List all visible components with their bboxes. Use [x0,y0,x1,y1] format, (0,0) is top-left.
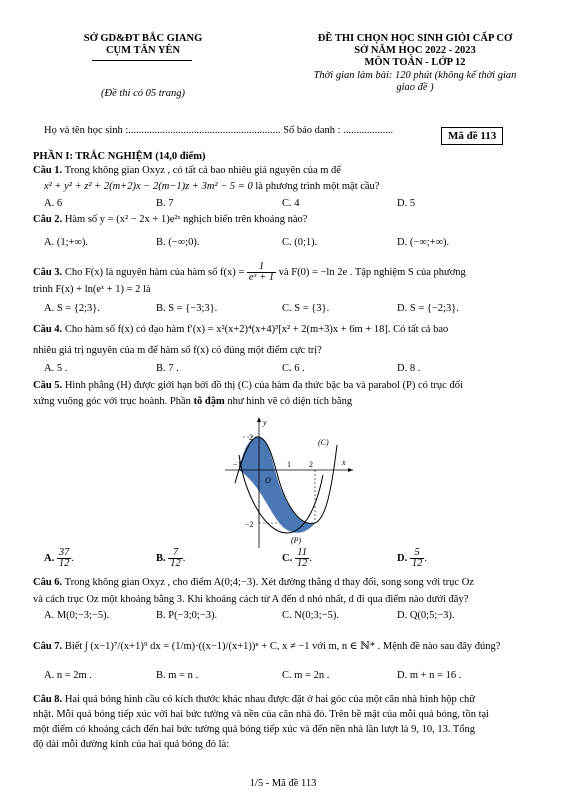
q7-option-a: A. n = 2m . [44,670,92,681]
part1-title: PHẦN I: TRẮC NGHIỆM (14,0 điểm) [33,151,206,162]
q5-b-label: B. [156,552,166,564]
area-figure [225,415,355,550]
question-3 [33,262,466,283]
q5-d-frac [410,548,425,569]
q5-text2c: như hình vẽ có diện tích bằng [227,396,353,407]
question-7 [33,640,500,652]
q3-option-a: A. S = {2;3}. [44,303,100,314]
q5-a-den: 12 [58,558,70,569]
q6-text2: và cách trục Oz một khoảng bằng 3. Khi khoảng cách từ A đến d nhỏ nhất, d đi qua điểm nào dưới đây? [33,594,469,605]
q4-text1: Cho hàm số f(x) có đạo hàm f′(x) = x²(x+2)⁴(x+4)³[x² + 2(m+3)x + 6m + 18]. Có tất cả bao [64,324,449,335]
q5-c-num: 11 [295,548,310,559]
q1-option-b: B. 7 [156,198,174,209]
q5-d-label: D. [397,552,408,564]
q4-text2: nhiêu giá trị nguyên của m để hàm số f(x) có đúng một điểm cực trị? [33,345,322,356]
fig-tick-ym2: −2 [245,520,254,529]
q1-tail: là phương trình một mặt cầu? [255,181,380,192]
q3-frac-num: 1 [247,262,276,273]
exam-title-1: ĐỀ THI CHỌN HỌC SINH GIỎI CẤP CƠ [317,33,513,44]
q8-text4: độ dài mỗi đường kính của hai quả bóng đó là: [33,739,230,750]
page-footer: 1/5 - Mã đề 113 [249,778,317,789]
q7-option-d: D. m + n = 16 . [397,670,462,681]
q5-d-den: 12 [411,558,423,569]
school-dept: SỞ GD&ĐT BẮC GIANG [83,33,203,44]
q7-text: Biết ∫ (x−1)⁷/(x+1)⁹ dx = (1/m)·((x−1)/(x+1))ⁿ + C, x ≠ −1 với m, n ∈ ℕ* . Mệnh đề nào sau đây đúng? [64,641,501,652]
q5-option-b: B. $\frac{7}{12}$ . [156,547,186,569]
q5-b-frac [168,548,183,569]
q7-label: Câu 7. [33,641,63,652]
header-underline [92,60,192,61]
q5-a-frac [57,548,72,569]
q3-option-c: C. S = {3}. [282,303,330,314]
question-1 [33,165,341,176]
q5-c-frac [295,548,310,569]
q5-a-num: 37 [58,547,70,558]
q4-option-b: B. 7 . [156,363,179,374]
q5-d-num: 5 [410,548,425,559]
fig-label-x: x [342,458,346,467]
q3-option-b: B. S = {−3;3}. [156,303,218,314]
q5-option-a: A. $\frac{37}{12}$ . [44,547,74,569]
q8-text3: một điểm có khoảng cách đến hai bức tường quả bóng tiếp xúc và đến nền nhà lần lượt là 9, 10, 13. Tổng [33,724,476,735]
q2-text: Hàm số y = (x² − 2x + 1)e²ˣ nghịch biến trên khoảng nào? [64,214,308,225]
q1-label: Câu 1. [33,165,63,176]
q1-option-a: A. 6 [44,198,63,209]
q1-formula-line [44,181,379,192]
exam-subject: MÔN TOÁN - LỚP 12 [364,57,466,68]
fig-label-p: (P) [291,536,302,545]
fig-tick-y2: 2 [249,433,253,442]
q5-option-d: D. $\frac{5}{12}$ . [397,547,427,569]
q4-option-a: A. 5 . [44,363,68,374]
q5-b-den: 12 [170,558,181,569]
q5-c-den: 12 [296,558,308,569]
fig-label-c: (C) [318,438,329,447]
q3-text3: trình F(x) + ln(eˣ + 1) = 2 là [33,284,151,295]
q7-option-b: B. m = n . [156,670,199,681]
fig-tick-xm1: −1 [233,460,242,469]
q6-text1: Trong không gian Oxyz , cho điểm A(0;4;−3). Xét đường thẳng d thay đổi, song song với trục Oz [64,577,474,588]
q4-option-c: C. 6 . [282,363,305,374]
q1-option-c: C. 4 [282,198,300,209]
q2-option-c: C. (0;1). [282,237,318,248]
q4-option-d: D. 8 . [397,363,421,374]
q2-option-d: D. (−∞;+∞). [397,237,450,248]
question-8 [33,694,475,705]
q5-a-label: A. [44,552,55,564]
q3-text2: và F(0) = −ln 2e . Tập nghiệm S của phương [278,266,466,278]
q5-text2b: tô đậm [193,396,225,407]
q3-label: Câu 3. [33,266,63,278]
q7-option-c: C. m = 2n . [282,670,330,681]
q5-b-num: 7 [168,548,183,559]
q2-option-a: A. (1;+∞). [44,237,89,248]
q2-option-b: B. (−∞;0). [156,237,200,248]
exam-time-note: Thời gian làm bài: 120 phút (không kể thời gian [313,70,517,81]
q5-option-c: C. $\frac{11}{12}$ . [282,547,312,569]
q3-fraction [247,262,276,283]
q1-formula: x² + y² + z² + 2(m+2)x − 2(m−1)z + 3m² − 5 = 0 [44,181,253,192]
question-4 [33,324,448,335]
q6-option-b: B. P(−3;0;−3). [156,610,218,621]
q4-label: Câu 4. [33,324,63,335]
question-5 [33,380,463,391]
question-6 [33,577,474,588]
fig-label-o: O [265,476,271,485]
q2-label: Câu 2. [33,214,63,225]
q8-label: Câu 8. [33,694,63,705]
q6-option-a: A. M(0;−3;−5). [44,610,110,621]
student-info-line: Họ và tên học sinh :.......................................................... Số báo danh : ................... [44,125,394,136]
page-count-note: (Đề thi có 05 trang) [101,88,185,99]
fig-tick-x1: 1 [287,460,291,469]
q6-option-d: D. Q(0;5;−3). [397,610,455,621]
exam-code-box: Mã đề 113 [441,127,503,145]
fig-label-y: y [263,418,267,427]
q5-text2a: xứng vuông góc với trục hoành. Phần [33,396,191,407]
q3-text1: Cho F(x) là nguyên hàm của hàm số f(x) = [64,266,245,278]
q5-c-label: C. [282,552,293,564]
q3-frac-den: eˣ + 1 [248,272,275,283]
q6-label: Câu 6. [33,577,63,588]
fig-tick-x2: 2 [309,460,313,469]
q6-option-c: C. N(0;3;−5). [282,610,339,621]
q5-label: Câu 5. [33,380,63,391]
exam-title-2: SỞ NĂM HỌC 2022 - 2023 [354,45,476,56]
exam-time-note-2: giao đề ) [396,82,434,93]
school-cluster: CỤM TÂN YÊN [105,45,181,56]
q8-text2: nhật. Mỗi quả bóng tiếp xúc với hai bức tường và nền của căn nhà đó. Trên bề mặt của mỗi quả bóng, tồn tại [33,709,490,720]
q1-option-d: D. 5 [397,198,416,209]
q8-text1: Hai quả bóng hình cầu có kích thước khác nhau được đặt ở hai góc của một căn nhà hình hộp chữ [64,694,475,705]
question-2 [33,214,307,225]
q5-text1: Hình phẳng (H) được giới hạn bởi đồ thị (C) của hàm đa thức bậc ba và parabol (P) có trục đối [64,380,463,391]
q1-text: Trong không gian Oxyz , có tất cả bao nhiêu giá nguyên của m để [64,165,341,176]
q5-text2-line [33,396,352,407]
q3-option-d: D. S = {−2;3}. [397,303,459,314]
